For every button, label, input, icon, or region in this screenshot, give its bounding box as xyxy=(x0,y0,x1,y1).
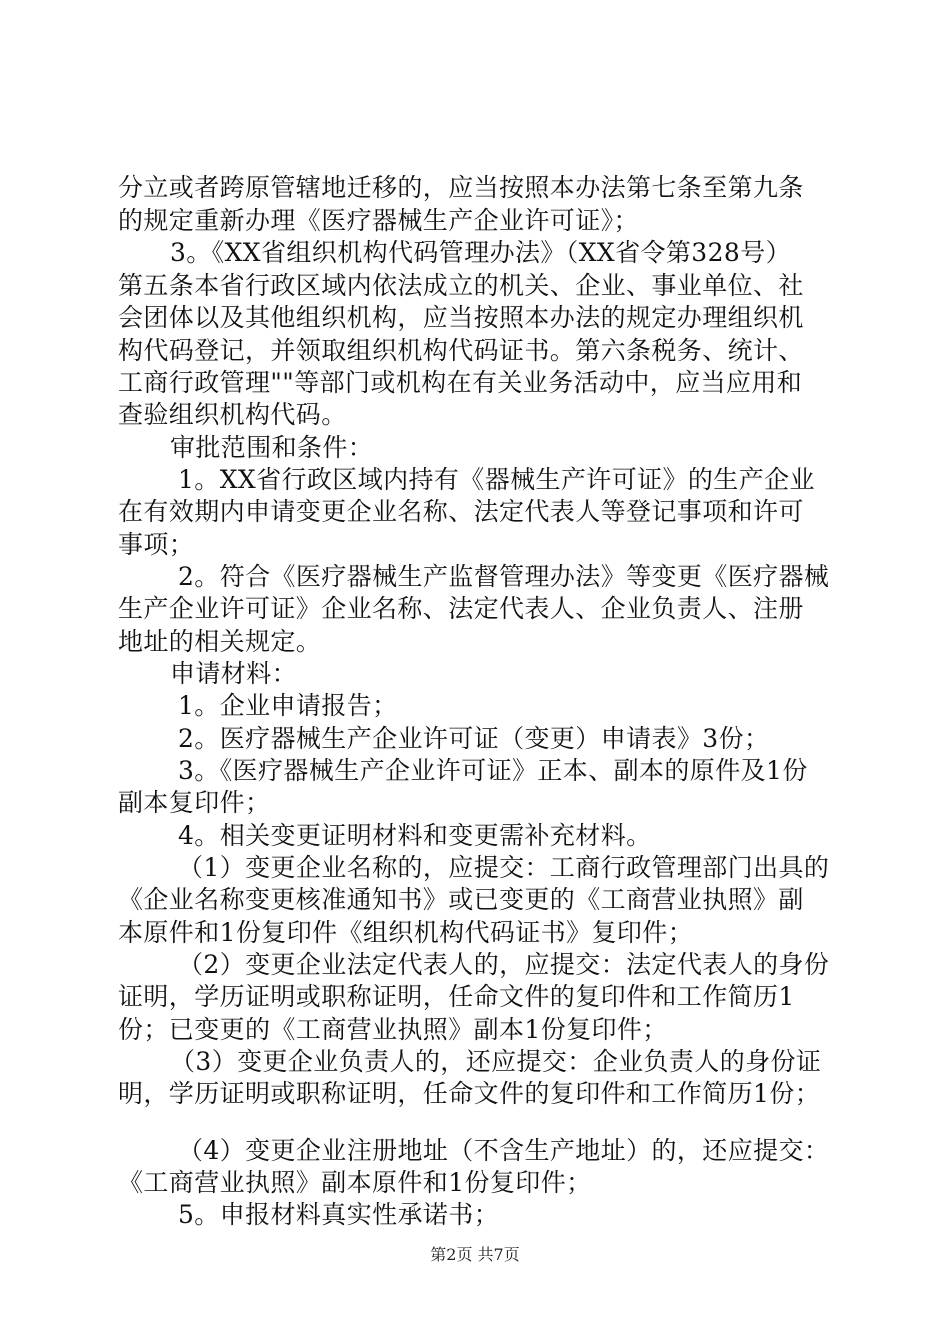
text-line: 工商行政管理""等部门或机构在有关业务活动中，应当应用和 xyxy=(118,368,803,397)
text-line: （4）变更企业注册地址（不含生产地址）的，还应提交： xyxy=(178,1136,830,1165)
text-line: 构代码登记，并领取组织机构代码证书。第六条税务、统计、 xyxy=(118,336,804,365)
text-line: 明，学历证明或职称证明，任命文件的复印件和工作简历1份； xyxy=(118,1079,821,1108)
page-indicator: 第2页 共7页 xyxy=(430,1245,520,1264)
text-line: 1。XX省行政区域内持有《器械生产许可证》的生产企业 xyxy=(178,465,815,494)
text-line: 份；已变更的《工商营业执照》副本1份复印件； xyxy=(118,1015,668,1044)
text-line: 1。企业申请报告； xyxy=(178,691,398,720)
text-line: 证明，学历证明或职称证明，任命文件的复印件和工作简历1 xyxy=(118,982,795,1011)
text-line: 查验组织机构代码。 xyxy=(118,400,347,429)
text-line: （2）变更企业法定代表人的，应提交：法定代表人的身份 xyxy=(178,950,830,979)
text-line: 本原件和1份复印件《组织机构代码证书》复印件； xyxy=(118,918,694,947)
text-line: 在有效期内申请变更企业名称、法定代表人等登记事项和许可 xyxy=(118,497,804,526)
text-line: 分立或者跨原管辖地迁移的，应当按照本办法第七条至第九条 xyxy=(118,173,804,202)
text-line: 会团体以及其他组织机构，应当按照本办法的规定办理组织机 xyxy=(118,303,804,332)
text-line: 地址的相关规定。 xyxy=(118,627,322,656)
text-line: 《工商营业执照》副本原件和1份复印件； xyxy=(118,1168,592,1197)
text-line: 5。申报材料真实性承诺书； xyxy=(178,1200,500,1229)
text-line: 第五条本省行政区域内依法成立的机关、企业、事业单位、社 xyxy=(118,271,804,300)
text-line: 事项； xyxy=(118,530,195,559)
text-line: （3）变更企业负责人的，还应提交：企业负责人的身份证 xyxy=(170,1047,822,1076)
text-line: 《企业名称变更核准通知书》或已变更的《工商营业执照》副 xyxy=(118,885,804,914)
text-line: 生产企业许可证》企业名称、法定代表人、企业负责人、注册 xyxy=(118,594,804,623)
text-line: 的规定重新办理《医疗器械生产企业许可证》； xyxy=(118,206,639,235)
section-heading: 审批范围和条件： xyxy=(170,433,374,462)
text-line: 2。医疗器械生产企业许可证（变更）申请表》3份； xyxy=(178,724,770,753)
text-line: 3。《医疗器械生产企业许可证》正本、副本的原件及1份 xyxy=(178,756,808,785)
text-line: 4。相关变更证明材料和变更需补充材料。 xyxy=(178,821,652,850)
text-line: 2。符合《医疗器械生产监督管理办法》等变更《医疗器械 xyxy=(178,562,830,591)
text-line: 副本复印件； xyxy=(118,788,271,817)
section-heading: 申请材料： xyxy=(170,659,298,688)
text-line: （1）变更企业名称的，应提交：工商行政管理部门出具的 xyxy=(178,853,830,882)
text-line: 3。《XX省组织机构代码管理办法》（XX省令第328号） xyxy=(170,238,792,267)
